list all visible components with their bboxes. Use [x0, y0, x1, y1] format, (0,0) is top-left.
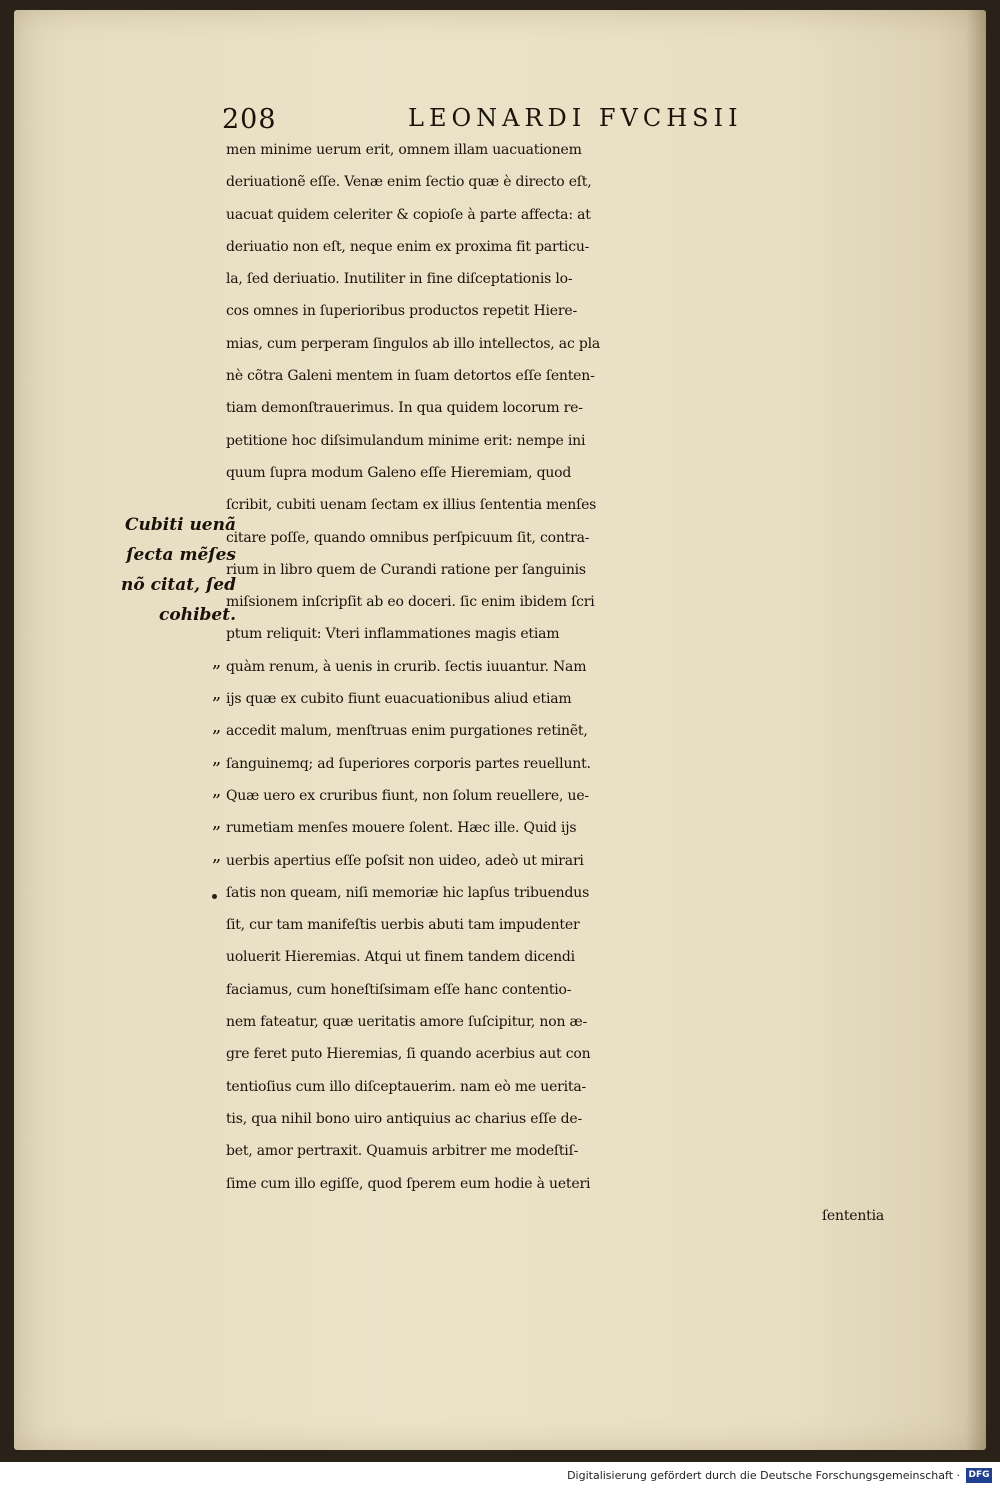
- marginal-note-line: Cubiti uenã: [124, 515, 236, 535]
- marginal-note-line: cohibet.: [159, 605, 236, 625]
- quotation-mark: „: [212, 812, 221, 834]
- text-line: miſsionem inſcripſit ab eo doceri. ſic enim ibidem ſcri: [226, 594, 595, 611]
- text-line: deriuatio non eſt, neque enim ex proxima fit particu-: [226, 238, 590, 255]
- marginal-note-line: nõ citat, ſed: [121, 575, 236, 595]
- funding-credit: Digitalisierung gefördert durch die Deutsche Forschungsgemeinschaft ·: [567, 1469, 960, 1482]
- text-line: ſime cum illo egiſſe, quod ſperem eum hodie à ueteri: [226, 1175, 591, 1192]
- text-line: tis, qua nihil bono uiro antiquius ac charius eſſe de-: [226, 1110, 583, 1127]
- catchword: ſententia: [821, 1207, 884, 1224]
- text-line: ijs quæ ex cubito fiunt euacuationibus aliud etiam: [226, 691, 572, 708]
- quotation-mark: „: [212, 683, 221, 705]
- marginal-note: [120, 510, 236, 630]
- quotation-mark: „: [212, 651, 221, 672]
- page-edge-shadow: [966, 10, 986, 1450]
- text-line: deriuationẽ eſſe. Venæ enim ſectio quæ è directo eſt,: [226, 174, 592, 191]
- text-line: ſit, cur tam manifeſtis uerbis abuti tam impudenter: [226, 917, 580, 934]
- text-line: rium in libro quem de Curandi ratione per ſanguinis: [226, 561, 586, 578]
- text-line: tiam demonſtrauerimus. In qua quidem locorum re-: [226, 400, 583, 417]
- text-line: nem fateatur, quæ ueritatis amore ſuſcipitur, non æ-: [226, 1014, 587, 1031]
- text-line: Quæ uero ex cruribus fiunt, non ſolum reuellere, ue-: [226, 787, 589, 804]
- text-line: accedit malum, menſtruas enim purgationes retinẽt,: [226, 723, 588, 740]
- text-line: ſanguinemq; ad ſuperiores corporis partes reuellunt.: [226, 755, 591, 772]
- quotation-mark: „: [212, 715, 221, 737]
- text-line: uacuat quidem celeriter & copioſe à parte affecta: at: [226, 206, 591, 223]
- text-line: la, ſed deriuatio. Inutiliter in fine diſceptationis lo-: [226, 271, 573, 288]
- text-line: men minime uerum erit, omnem illam uacuationem: [226, 142, 582, 158]
- text-line: ſcribit, cubiti uenam ſectam ex illius ſententia menſes: [226, 497, 597, 514]
- text-line: quàm renum, à uenis in crurib. ſectis iuuantur. Nam: [226, 658, 587, 675]
- ink-spot: [212, 894, 217, 899]
- text-line: citare poſſe, quando omnibus perſpicuum ſit, contra-: [226, 529, 590, 546]
- text-line: bet, amor pertraxit. Quamuis arbitrer me modeſtiſ-: [226, 1143, 579, 1160]
- text-line: petitione hoc diſsimulandum minime erit: nempe ini: [226, 432, 586, 449]
- text-line: uerbis apertius eſſe poſsit non uideo, adeò ut mirari: [226, 852, 584, 869]
- page-number: 208: [222, 104, 277, 135]
- text-line: tentioſius cum illo diſceptauerim. nam eò me uerita-: [226, 1078, 587, 1095]
- running-title: LEONARDI FVCHSII: [408, 104, 743, 132]
- text-line: quum ſupra modum Galeno eſſe Hieremiam, quod: [226, 464, 572, 481]
- quotation-mark: „: [212, 747, 221, 769]
- text-line: ſatis non queam, niſi memoriæ hic lapſus tribuendus: [226, 884, 590, 901]
- text-line: uoluerit Hieremias. Atqui ut finem tandem dicendi: [226, 949, 575, 966]
- text-line: cos omnes in ſuperioribus productos repetit Hiere-: [226, 303, 577, 320]
- text-line: faciamus, cum honeſtiſsimam eſſe hanc contentio-: [226, 981, 572, 998]
- body-text: [226, 134, 896, 1232]
- text-line: nè cõtra Galeni mentem in ſuam detortos eſſe ſenten-: [226, 368, 595, 385]
- quotation-mark: „: [212, 844, 221, 866]
- footer-bar: [0, 1462, 1000, 1490]
- text-line: mias, cum perperam ſingulos ab illo intellectos, ac pla: [226, 335, 601, 352]
- dfg-logo-icon: DFG: [966, 1468, 992, 1483]
- text-line: rumetiam menſes mouere ſolent. Hæc ille. Quid ijs: [226, 820, 577, 837]
- quotation-mark: „: [212, 780, 221, 802]
- text-line: gre feret puto Hieremias, ſi quando acerbius aut con: [226, 1046, 591, 1063]
- marginal-note-line: ſecta mẽſes: [126, 545, 236, 565]
- text-line: ptum reliquit: Vteri inflammationes magis etiam: [226, 626, 560, 643]
